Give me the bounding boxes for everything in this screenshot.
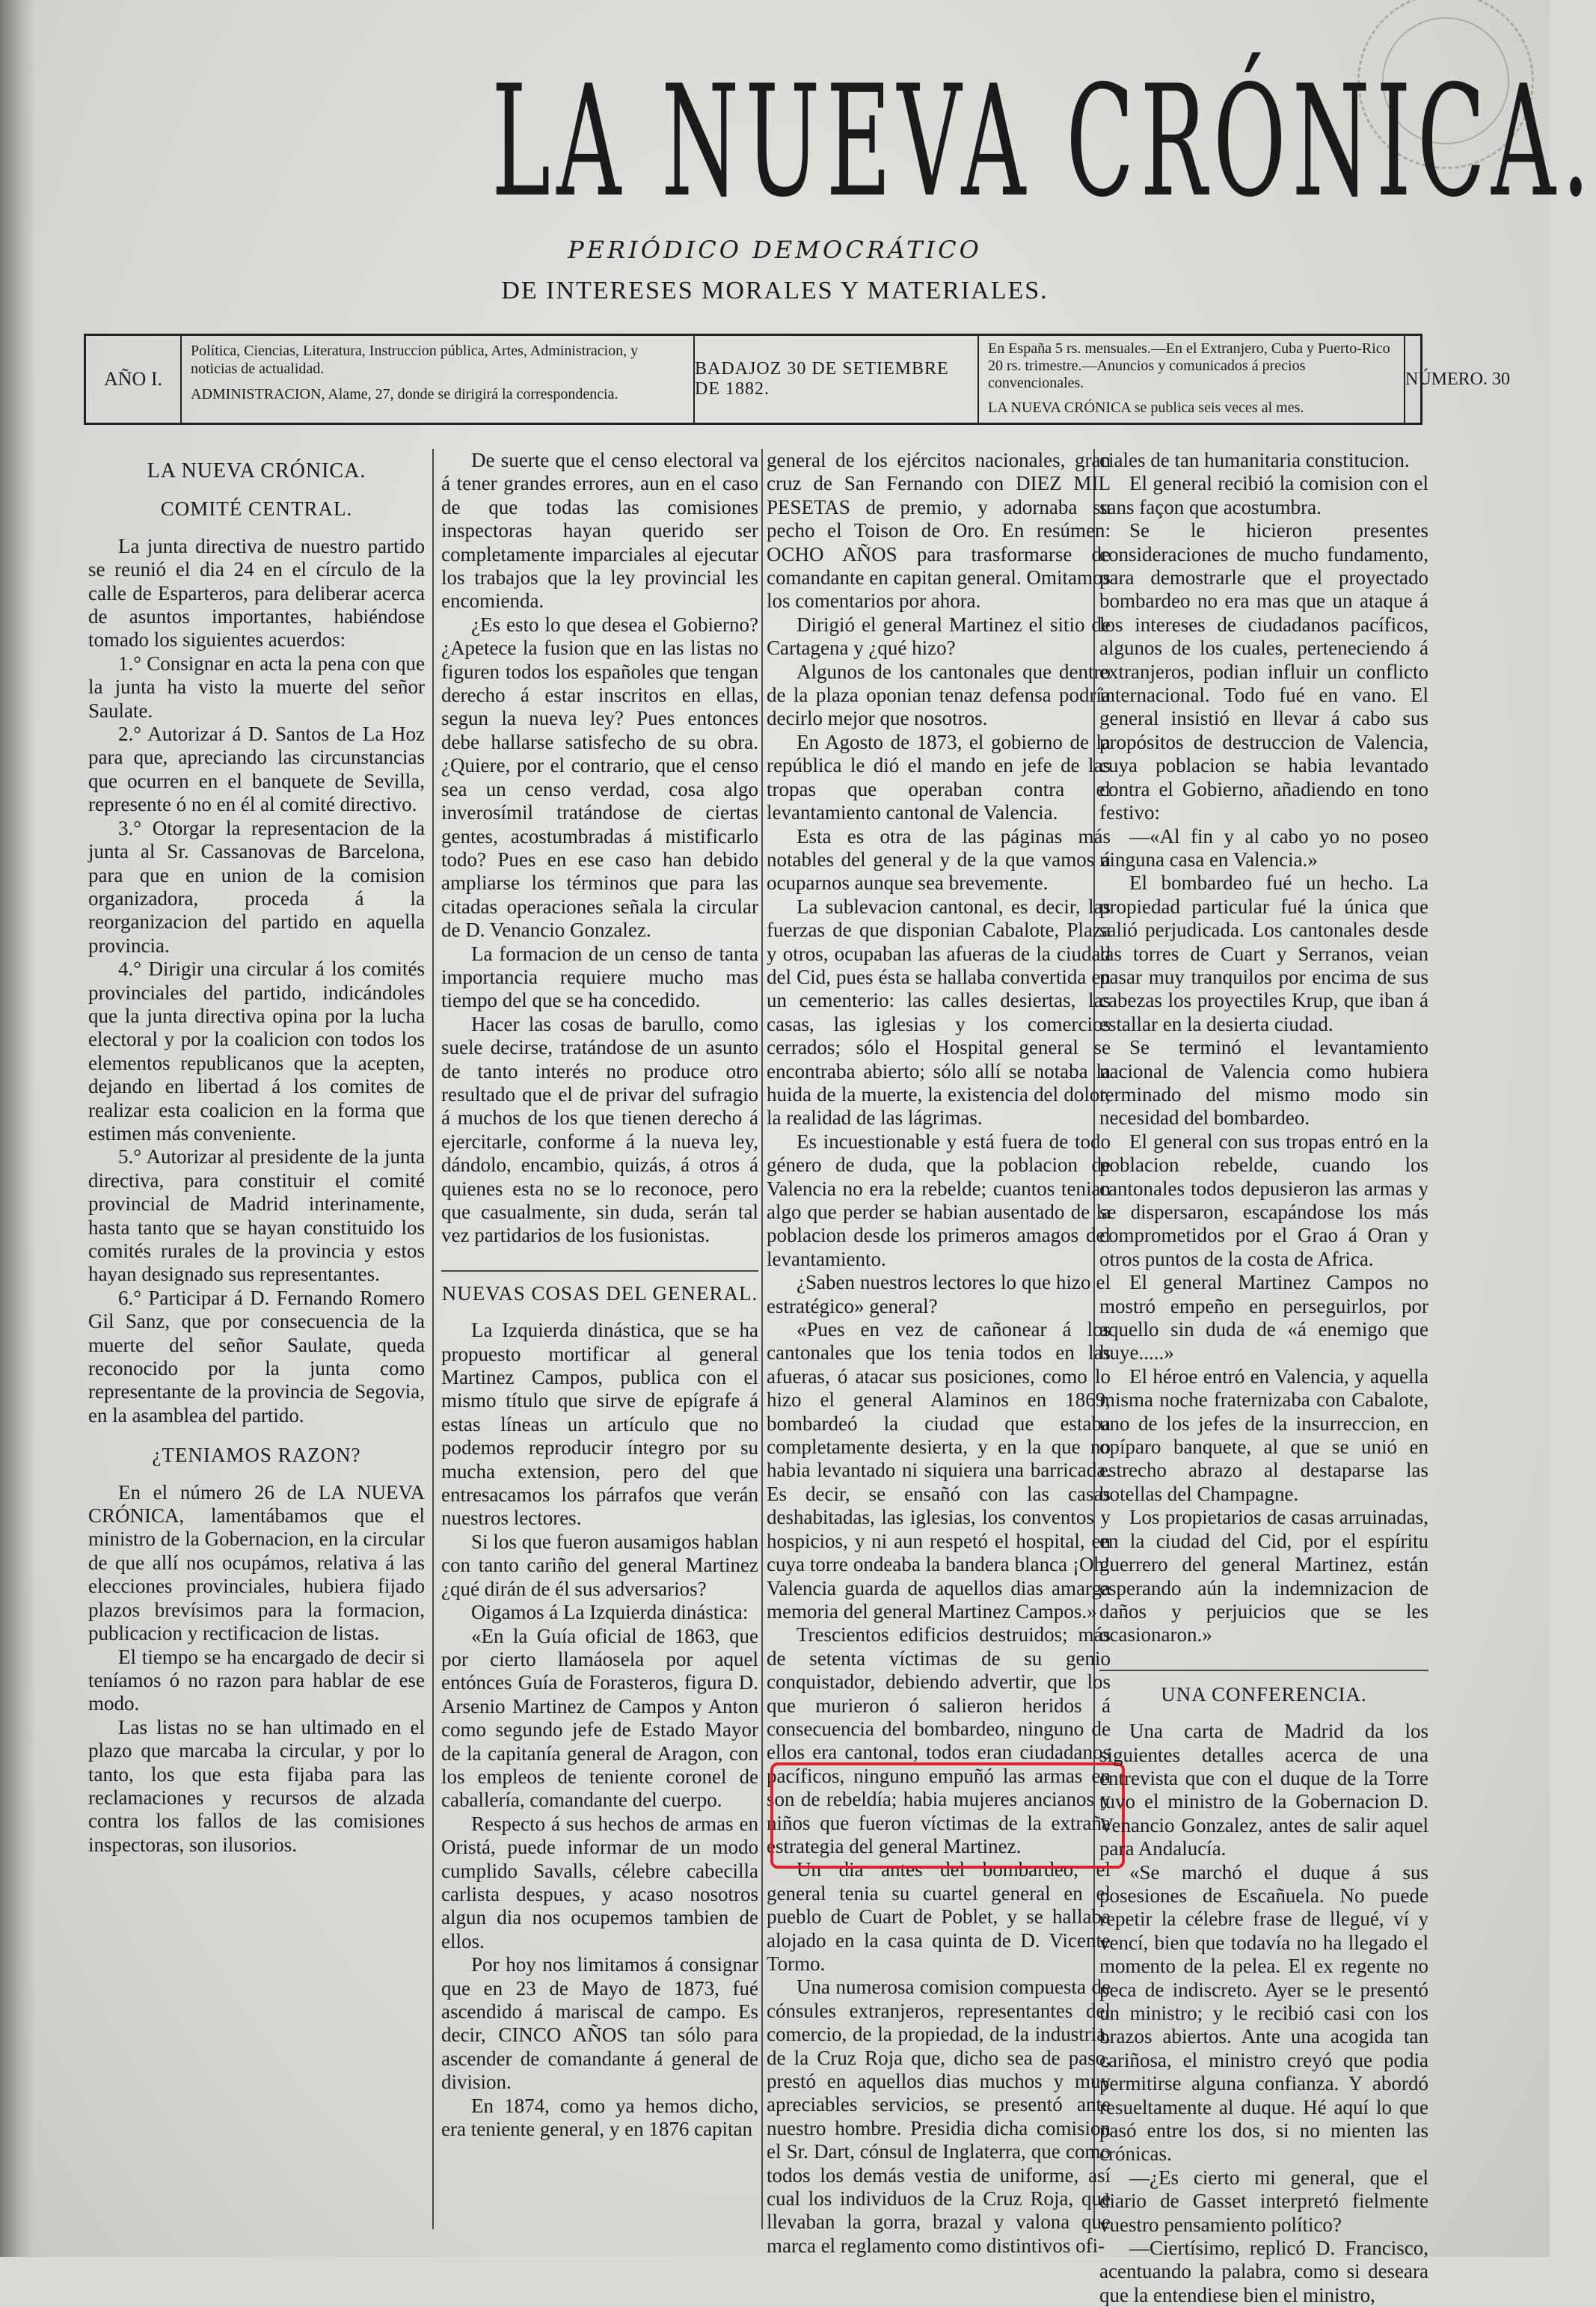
paragraph: «En la Guía oficial de 1863, que por cierto llamáosela por aquel entónces Guía de Forasteros, figura D. Arsenio Martinez de Campos y Anton como segundo jefe de Estado Mayor de la capitanía general de Aragon, con los empleos de teniente coronel de caballería, comandante del cuerpo. (441, 1624, 758, 1812)
paragraph: Los propietarios de casas arruinadas, en la ciudad del Cid, por el espíritu guerrero del general Martinez, están esperando aún la indemnizacion de daños y perjuicios que se les ocasionaron.» (1099, 1506, 1428, 1646)
paragraph: El héroe entró en Valencia, y aquella misma noche fraternizaba con Cabalote, uno de los jefes de la insurreccion, en opíparo banquete, al que se unió en estrecho abrazo al destaparse las botellas del Champagne. (1099, 1364, 1428, 1505)
paragraph: —Ciertísimo, replicó D. Francisco, acentuando la palabra, como si deseara que la entendiese bien el ministro, (1099, 2237, 1428, 2306)
column-1 (88, 449, 425, 2237)
masthead-title: LA NUEVA CRÓNICA. (491, 53, 1596, 231)
masthead-subtitle: PERIÓDICO DEMOCRÁTICO (568, 236, 982, 264)
paragraph: La formacion de un censo de tanta importancia requiere mucho mas tiempo del que se ha concedido. (441, 942, 758, 1012)
highlighted-paragraph: Un dia antes del bombardeo, el general tenia su cuartel general en el pueblo de Cuart de Poblet, y se hallaba alojado en la casa quinta de D. Vicente Tormo. (767, 1858, 1111, 1975)
page-edge-shadow (0, 0, 36, 2257)
topics-cell (182, 336, 695, 423)
paragraph: La sublevacion cantonal, es decir, las fuerzas de que disponian Cabalote, Plaza y otros, ocupaban las afueras de la ciudad del Cid, pues ésta se hallaba convertida en un cementerio: las calles desiertas, las casas, las iglesias y los comercios cerrados; sólo el Hospital general se encontraba abierto; sólo allí se notaba la huida de la muerte, la existencia del dolor, la realidad de las lágrimas. (767, 895, 1111, 1130)
paragraph: Respecto á sus hechos de armas en Oristá, puede informar de un modo cumplido Savalls, célebre cabecilla carlista despues, y acaso nosotros algun dia nos ocupemos tambien de ellos. (441, 1812, 758, 1952)
paragraph: Trescientos edificios destruidos; más de setenta víctimas de su genio conquistador, debiendo advertir, que los que murieron ó salieron heridos á consecuencia del bombardeo, ninguno de ellos era cantonal, todos eran ciudadanos pacíficos, ninguno empuñó las armas en son de rebeldía; habia mujeres ancianos y niños que fueron víctimas de la extraña estrategia del general Martinez. (767, 1623, 1111, 1857)
paragraph: Las listas no se han ultimado en el plazo que marcaba la circular, y por lo tanto, los que esta fijaba para las reclamaciones y recursos de alzada contra los fallos de las comisiones inspectoras, son ilusorios. (88, 1715, 425, 1856)
paragraph: La junta directiva de nuestro partido se reunió el dia 24 en el círculo de la calle de Esparteros, para deliberar acerca de asuntos importantes, habiéndose tomado los siguientes acuerdos: (88, 534, 425, 652)
column-3 (767, 449, 1111, 2257)
paragraph: El bombardeo fué un hecho. La propiedad particular fué la única que salió perjudicada. Los cantonales desde las torres de Cuart y Serranos, veian pasar muy tranquilos por encima de sus cabezas los proyectiles Krup, que iban á estallar en la desierta ciudad. (1099, 871, 1428, 1035)
paragraph: general de los ejércitos nacionales, gran cruz de San Fernando con DIEZ MIL PESETAS de premio, y adornaba su pecho el Toison de Oro. En resúmen: OCHO AÑOS para trasformarse de comandante en capitan general. Omitamos los comentarios por ahora. (767, 449, 1111, 613)
paragraph: Si los que fueron ausamigos hablan con tanto cariño del general Martinez ¿qué dirán de él sus adversarios? (441, 1530, 758, 1600)
section-heading: LA NUEVA CRÓNICA. (147, 459, 366, 482)
paragraph: En Agosto de 1873, el gobierno de la república le dió el mando en jefe de las tropas que operaban contra el levantamiento cantonal de Valencia. (767, 730, 1111, 824)
paragraph: Se terminó el levantamiento nacional de Valencia como hubiera terminado del mismo modo sin necesidad del bombardeo. (1099, 1036, 1428, 1130)
paragraph: La Izquierda dinástica, que se ha propuesto mortificar al general Martinez Campos, publica con el mismo título que sirve de epígrafe á estas líneas un artículo que no podemos reproducir íntegro por su mucha extension, pero del que entresacamos los párrafos que verán nuestros lectores. (441, 1319, 758, 1530)
paragraph: —«Al fin y al cabo yo no poseo ninguna casa en Valencia.» (1099, 824, 1428, 871)
paragraph: 1.° Consignar en acta la pena con que la junta ha visto la muerte del señor Saulate. (88, 652, 425, 722)
paragraph: ¿Saben nuestros lectores lo que hizo el estratégico» general? (767, 1271, 1111, 1317)
price-text: En España 5 rs. mensuales.—En el Extranjero, Cuba y Puerto-Rico 20 rs. trimestre.—Anuncios y comunicados á precios convencionales. (988, 340, 1390, 391)
column-2 (441, 449, 758, 2237)
paragraph: ¿Es esto lo que desea el Gobierno? ¿Apetece la fusion que en las listas no figuren todos los españoles que tengan derecho á estar inscritos en ellas, segun la nueva ley? Pues entonces debe hallarse satisfecho de su obra. ¿Quiere, por el contrario, que el censo sea un censo verdad, cosa algo inverosímil tratándose de ciertas gentes, acostumbradas á mistificarlo todo? Pues en ese caso han debido ampliarse los términos que para las citadas operaciones señala la circular de D. Venancio Gonzalez. (441, 613, 758, 942)
article-heading: UNA CONFERENCIA. (1099, 1670, 1428, 1706)
issue-date: BADAJOZ 30 DE SETIEMBRE DE 1882. (695, 336, 979, 423)
frequency-text: LA NUEVA CRÓNICA se publica seis veces al mes. (988, 399, 1304, 416)
paragraph: 4.° Dirigir una circular á los comités provinciales del partido, indicándoles que la junta directiva opina por la lucha electoral y por la coalicion con todos los elementos republicanos que la acepten, dejando en libertad á los comites de realizar esta coalicion en la forma que estimen más conveniente. (88, 958, 425, 1145)
paragraph: De suerte que el censo electoral va á tener grandes errores, aun en el caso de que todas las comisiones inspectoras hayan querido ser completamente imparciales al ejecutar los trabajos que la ley provincial les encomienda. (441, 449, 758, 613)
subsection-heading: COMITÉ CENTRAL. (160, 497, 353, 521)
paragraph: «Pues en vez de cañonear á los cantonales que los tenia todos en las afueras, ó atacar sus posiciones, como lo hizo el general Alaminos en 1869, bombardeó la ciudad que estaba completamente desierta, y en la que no habia levantado ni siquiera una barricada. Es decir, se ensañó con las casas deshabitadas, las iglesias, los conventos y hospicios, y ni aun respetó el hospital, en cuya torre ondeaba la bandera blanca ¡Oh! Valencia guarda de aquellos dias amarga memoria del general Martinez Campos.» (767, 1318, 1111, 1623)
paragraph: En 1874, como ya hemos dicho, era teniente general, y en 1876 capitan (441, 2094, 758, 2141)
paragraph: Dirigió el general Martinez el sitio de Cartagena y ¿qué hizo? (767, 613, 1111, 660)
paragraph: Hacer las cosas de barullo, como suele decirse, tratándose de un asunto de tanto interés no produce otro resultado que el de privar del sufragio á muchos de los que tienen derecho á ejercitarle, conforme á la nueva ley, dándolo, encambio, quizás, á otros á quienes esta no se lo reconoce, pero que casualmente, sin duda, serán tal vez partidarios de los fusionistas. (441, 1012, 758, 1247)
admin-text: ADMINISTRACION, Alame, 27, donde se dirigirá la correspondencia. (191, 386, 619, 402)
price-cell (979, 336, 1405, 423)
issue-info-box (84, 334, 1511, 425)
topics-text: Política, Ciencias, Literatura, Instruccion pública, Artes, Administracion, y noticias de actualidad. (191, 343, 639, 377)
paragraph: 5.° Autorizar al presidente de la junta directiva, para constituir el comité provincial de Madrid interinamente, hasta tanto que se hayan constituido los comités rurales de la provincia y estos hayan designado sus representantes. (88, 1145, 425, 1286)
masthead-tagline: DE INTERESES MORALES Y MATERIALES. (501, 277, 1049, 304)
paragraph: El tiempo se ha encargado de decir si teníamos ó no razon para hablar de ese modo. (88, 1645, 425, 1715)
paragraph: —¿Es cierto mi general, que el diario de Gasset interpretó fielmente vuestro pensamiento político? (1099, 2166, 1428, 2236)
highlight-box (770, 1762, 1125, 1869)
issue-year: AÑO I. (86, 336, 182, 423)
paragraph: Una numerosa comision compuesta de cónsules extranjeros, representantes del comercio, de la propiedad, de la industria, de la Cruz Roja que, dicho sea de paso, prestó en aquellos dias muchos y muy apreciables servicios, se presentó ante nuestro hombre. Presidia dicha comision el Sr. Dart, cónsul de Inglaterra, que como todos los demás vestia de uniforme, así cual los individuos de la Cruz Roja, que llevaban la gorra, brazal y valona que marca el reglamento como distintivos ofi- (767, 1976, 1111, 2257)
paragraph: Algunos de los cantonales que dentro de la plaza oponian tenaz defensa podría decirlo mejor que nosotros. (767, 660, 1111, 730)
paragraph: El general recibió la comision con el sans façon que acostumbra. (1099, 472, 1428, 518)
column-rule (761, 449, 763, 2229)
issue-number: NÚMERO. 30 (1405, 369, 1511, 389)
article-heading: NUEVAS COSAS DEL GENERAL. (441, 1270, 758, 1305)
paragraph: 6.° Participar á D. Fernando Romero Gil Sanz, que por consecuencia de la muerte del señor Saulate, queda reconocido por la junta como representante de la provincia de Segovia, en la asamblea del partido. (88, 1286, 425, 1427)
paragraph: El general Martinez Campos no mostró empeño en perseguirlos, por aquello sin duda de «á enemigo que huye.....» (1099, 1271, 1428, 1364)
paragraph: Por hoy nos limitamos á consignar que en 23 de Mayo de 1873, fué ascendido á mariscal de campo. Es decir, CINCO AÑOS tan sólo para ascender de comandante á general de division. (441, 1953, 758, 2094)
paragraph: El general con sus tropas entró en la poblacion rebelde, cuando los cantonales todos depusieron las armas y se dispersaron, escapándose los más comprometidos por el Grao á Oran y otros puntos de la costa de Africa. (1099, 1130, 1428, 1270)
paragraph: Es incuestionable y está fuera de todo género de duda, que la poblacion de Valencia no era la rebelde; cuantos tenian algo que perder se habian ausentado de la poblacion desde los primeros amagos del levantamiento. (767, 1130, 1111, 1270)
paragraph: Esta es otra de las páginas más notables del general y de la que vamos á ocuparnos aunque sea brevemente. (767, 824, 1111, 895)
paragraph: ciales de tan humanitaria constitucion. (1099, 449, 1410, 471)
paragraph: En el número 26 de LA NUEVA CRÓNICA, lamentábamos que el ministro de la Gobernacion, en la circular de que allí nos ocupámos, relativa á las elecciones provinciales, hubiera fijado plazos brevísimos para la formacion, publicacion y rectificacion de listas. (88, 1480, 425, 1645)
paragraph: Se le hicieron presentes consideraciones de mucho fundamento, para demostrarle que el proyectado bombardeo no era mas que un ataque á los intereses de ciudadanos pacíficos, algunos de los cuales, perteneciendo á extranjeros, podian influir un conflicto internacional. Todo fué en vano. El general insistió en llevar á cabo sus propósitos de destruccion de Valencia, cuya poblacion se habia levantado contra el Gobierno, añadiendo en tono festivo: (1099, 519, 1428, 824)
column-4 (1099, 449, 1428, 2306)
paragraph: Una carta de Madrid da los siguientes detalles acerca de una entrevista que con el duque de la Torre tuvo el ministro de la Gobernacion D. Venancio Gonzalez, antes de salir aquel para Andalucía. (1099, 1720, 1428, 1860)
paragraph: 3.° Otorgar la representacion de la junta al Sr. Cassanovas de Barcelona, para que en union de la comision organizadora, proceda á la reorganizacion del partido en aquella provincia. (88, 816, 425, 957)
paragraph: 2.° Autorizar á D. Santos de La Hoz para que, apreciando las circunstancias que ocurren en el banquete de Sevilla, represente ó no en él al comité directivo. (88, 723, 425, 816)
paragraph: Oigamos á La Izquierda dinástica: (471, 1601, 749, 1624)
paragraph: «Se marchó el duque á sus posesiones de Escañuela. No puede repetir la célebre frase de llegué, ví y vencí, bien que todavía no ha llegado el momento de la pelea. El ex regente no peca de indiscreto. Ayer se le presentó un ministro; y le recibió casi con los brazos abiertos. Ante una acogida tan cariñosa, el ministro creyó que podia permitirse alguna confianza. Y abordó resueltamente al duque. Hé aquí lo que pasó entre los dos, si no mienten las crónicas. (1099, 1860, 1428, 2166)
column-rule (432, 449, 434, 2229)
article-heading: ¿TENIAMOS RAZON? (152, 1444, 361, 1467)
